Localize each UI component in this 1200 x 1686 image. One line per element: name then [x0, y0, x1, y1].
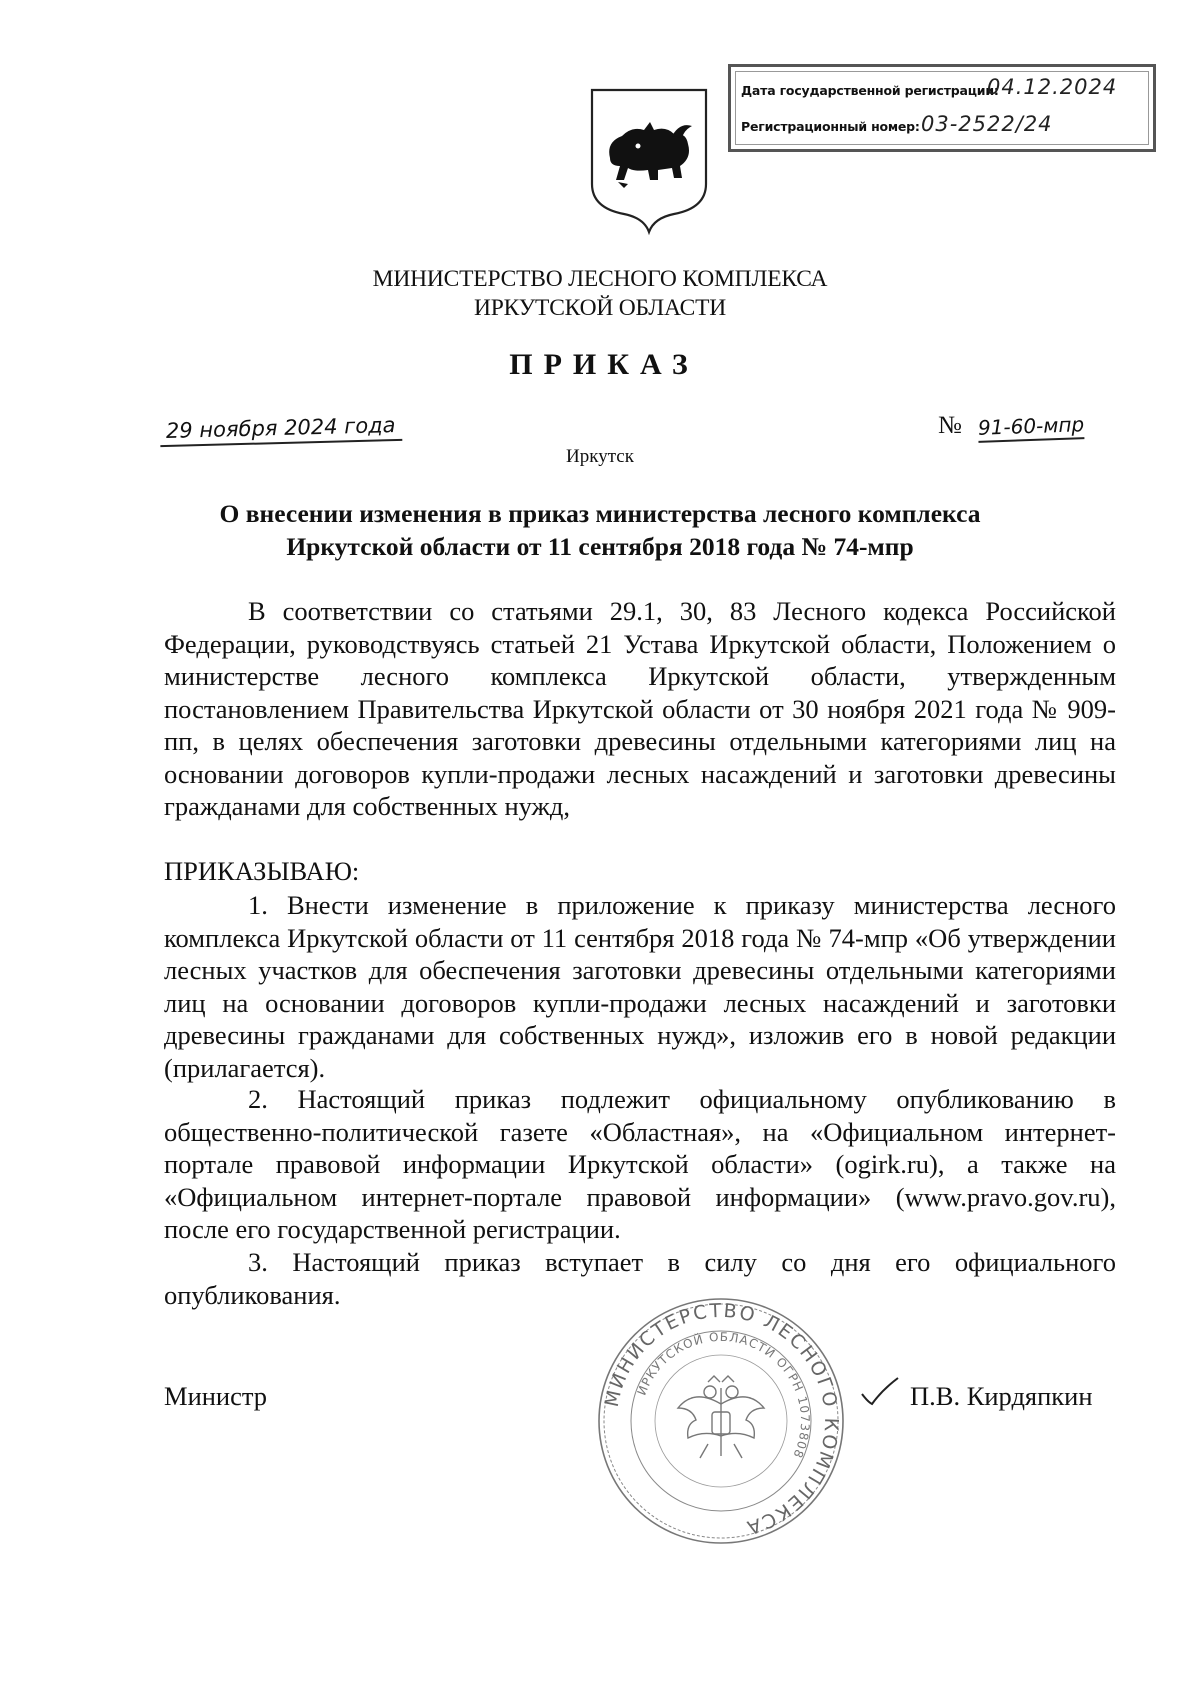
preamble-paragraph: В соответствии со статьями 29.1, 30, 83 Лесного кодекса Российской Федерации, руководствуясь статьей 21 Устава Иркутской области, Положением о министерстве лесного комплекса Иркутской области, утвержденным постановлением Правительства Иркутской области от 30 ноября 2021 года № 909-пп, в целях обеспечения заготовки древесины отдельными категориями лиц на основании договоров купли-продажи лесных насаждений и заготовки древесины гражданами для собственных нужд,: [164, 596, 1116, 821]
ministry-line-1: МИНИСТЕРСТВО ЛЕСНОГО КОМПЛЕКСА: [372, 266, 828, 292]
coat-of-arms-icon: [588, 86, 710, 236]
subject-line-2: Иркутской области от 11 сентября 2018 года № 74-мпр: [286, 532, 914, 561]
document-subject: [0, 497, 1200, 563]
registration-stamp: [728, 64, 1156, 152]
official-seal: [596, 1296, 846, 1546]
order-number-value: 91-60-мпр: [978, 412, 1085, 443]
registration-number-value: 03-2522/24: [921, 112, 1053, 136]
signatory-position: Министр: [164, 1381, 268, 1411]
number-sign: №: [938, 412, 962, 439]
registration-date-value: 04.12.2024: [987, 75, 1118, 99]
order-number: [938, 412, 1084, 441]
order-item-1: 1. Внести изменение в приложение к приказу министерства лесного комплекса Иркутской области от 11 сентября 2018 года № 74-мпр «Об утверждении лесных участков для обеспечения заготовки древесины отдельными категориями лиц на основании договоров купли-продажи лесных насаждений и заготовки древесины гражданами для собственных нужд», изложив его в новой редакции (прилагается).: [164, 890, 1116, 1083]
order-item-2: 2. Настоящий приказ подлежит официальному опубликованию в общественно-политической газете «Областная», на «Официальном интернет-портале правовой информации Иркутской области» (ogirk.ru), а также на «Официальном интернет-портале правовой информации» (www.pravo.gov.ru), после его государственной регистрации.: [164, 1084, 1116, 1244]
city: Иркутск: [566, 446, 634, 467]
svg-text:МИНИСТЕРСТВО ЛЕСНОГО КОМПЛЕКСА: МИНИСТЕРСТВО ЛЕСНОГО КОМПЛЕКСА: [600, 1299, 843, 1539]
registration-date-label: Дата государственной регистрации:: [741, 83, 999, 98]
ministry-name: [0, 265, 1200, 323]
document-type-title: ПРИКАЗ: [509, 348, 699, 381]
registration-number-label: Регистрационный номер:: [741, 119, 920, 134]
order-date: 29 ноября 2024 года: [160, 413, 402, 447]
order-item-3: 3. Настоящий приказ вступает в силу со дня его официального опубликования.: [164, 1247, 1116, 1310]
signatory-name: П.В. Кирдяпкин: [910, 1381, 1093, 1411]
order-word: ПРИКАЗЫВАЮ:: [164, 856, 360, 886]
subject-line-1: О внесении изменения в приказ министерства лесного комплекса: [219, 499, 981, 528]
eagle-emblem-icon: [678, 1376, 764, 1458]
handwritten-signature-icon: [860, 1372, 900, 1412]
ministry-line-2: ИРКУТСКОЙ ОБЛАСТИ: [473, 295, 727, 321]
svg-text:ИРКУТСКОЙ ОБЛАСТИ ОГРН 1073808: ИРКУТСКОЙ ОБЛАСТИ ОГРН 1073808: [634, 1329, 813, 1461]
